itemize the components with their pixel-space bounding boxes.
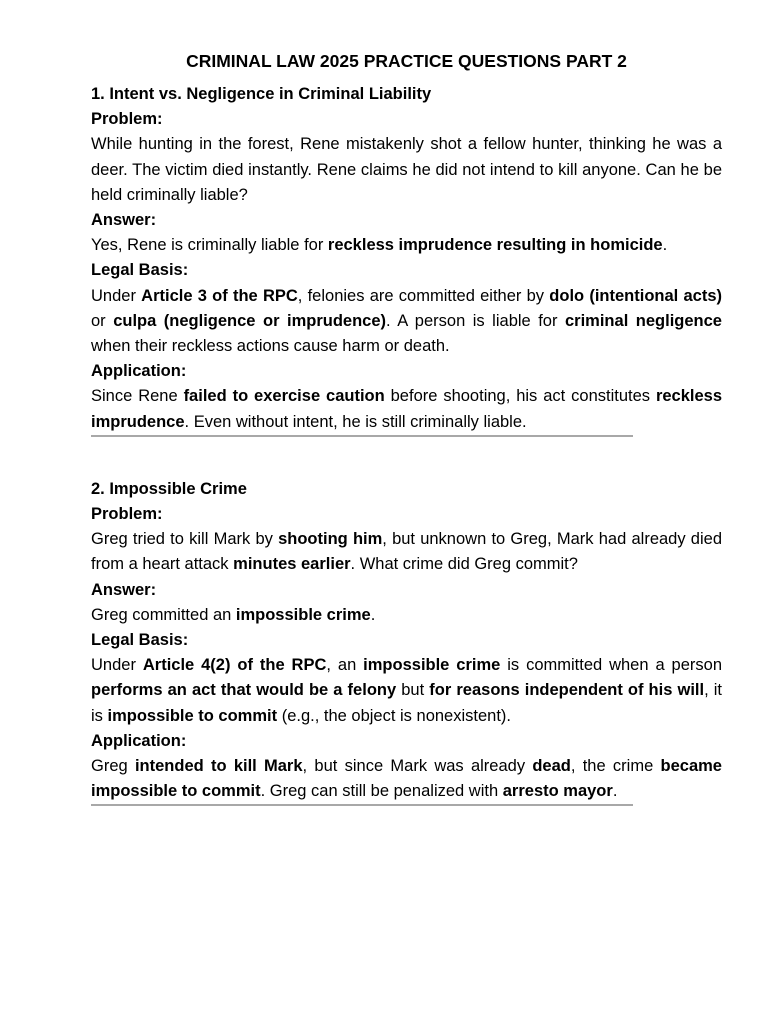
text-run: Yes, Rene is criminally liable for bbox=[91, 236, 328, 255]
text-run: , it is bbox=[91, 681, 722, 725]
legal-basis-text bbox=[91, 284, 722, 360]
application-label: Application: bbox=[91, 731, 187, 750]
text-run: . A person is liable for bbox=[386, 311, 565, 330]
text-run: but bbox=[396, 681, 430, 700]
problem-text bbox=[91, 527, 722, 577]
text-run: While hunting in the forest, Rene mistakenly shot a fellow hunter, thinking he was a deer. The victim died instantly. Rene claims he did not intend to kill anyone. Can he be held criminally liable? bbox=[91, 135, 722, 204]
text-run: , but since Mark was already bbox=[302, 757, 533, 776]
application-text bbox=[91, 384, 722, 434]
section-impossible-crime bbox=[91, 477, 722, 807]
problem-label: Problem: bbox=[91, 110, 163, 129]
bold-text-run: for reasons independent of his will bbox=[429, 681, 705, 700]
legal-basis-label: Legal Basis: bbox=[91, 261, 189, 280]
answer-text bbox=[91, 233, 722, 258]
text-run: (e.g., the object is nonexistent). bbox=[277, 706, 511, 725]
legal-basis-text bbox=[91, 653, 722, 729]
section-divider bbox=[91, 804, 633, 806]
text-run: before shooting, his act constitutes bbox=[384, 387, 656, 406]
bold-text-run: culpa (negligence or imprudence) bbox=[113, 311, 387, 330]
bold-text-run: minutes earlier bbox=[233, 555, 351, 574]
answer-label: Answer: bbox=[91, 580, 157, 599]
application-label: Application: bbox=[91, 362, 187, 381]
text-run: Greg bbox=[91, 757, 135, 776]
bold-text-run: dead bbox=[532, 757, 571, 776]
answer-text bbox=[91, 603, 722, 628]
application-text bbox=[91, 754, 722, 804]
bold-text-run: intended to kill Mark bbox=[134, 757, 303, 776]
text-run: Under bbox=[91, 656, 143, 675]
bold-text-run: failed to exercise caution bbox=[183, 387, 385, 406]
text-run: . Even without intent, he is still criminally liable. bbox=[184, 412, 527, 431]
problem-text bbox=[91, 132, 722, 208]
text-run: , the crime bbox=[570, 757, 661, 776]
bold-text-run: reckless imprudence bbox=[91, 387, 723, 431]
text-run: Since Rene bbox=[91, 387, 184, 406]
document-page bbox=[91, 48, 722, 806]
bold-text-run: criminal negligence bbox=[565, 311, 722, 330]
bold-text-run: reckless imprudence resulting in homicide bbox=[327, 236, 663, 255]
document-title: CRIMINAL LAW 2025 PRACTICE QUESTIONS PART 2 bbox=[186, 51, 627, 71]
text-run: . Greg can still be penalized with bbox=[260, 782, 503, 801]
text-run: , but unknown to Greg, Mark had already died from a heart attack bbox=[91, 530, 722, 574]
legal-basis-label: Legal Basis: bbox=[91, 631, 189, 650]
bold-text-run: shooting him bbox=[278, 530, 383, 549]
text-run: is committed when a person bbox=[500, 656, 722, 675]
bold-text-run: impossible to commit bbox=[107, 706, 278, 725]
text-run: . What crime did Greg commit? bbox=[350, 555, 578, 574]
text-run: when their reckless actions cause harm or death. bbox=[91, 337, 450, 356]
section-gap bbox=[91, 437, 722, 477]
bold-text-run: impossible crime bbox=[363, 656, 501, 675]
text-run: Under bbox=[91, 286, 142, 305]
section-heading: 1. Intent vs. Negligence in Criminal Liability bbox=[91, 85, 432, 103]
text-run: Greg tried to kill Mark by bbox=[91, 530, 279, 549]
problem-label: Problem: bbox=[91, 505, 163, 524]
bold-text-run: performs an act that would be a felony bbox=[91, 681, 397, 700]
bold-text-run: Article 3 of the RPC bbox=[141, 286, 298, 305]
bold-text-run: became impossible to commit bbox=[91, 757, 722, 801]
bold-text-run: impossible crime bbox=[235, 605, 371, 624]
text-run: Greg committed an bbox=[91, 605, 236, 624]
bold-text-run: dolo (intentional acts) bbox=[549, 286, 722, 305]
text-run: . bbox=[612, 782, 618, 801]
section-intent-vs-negligence bbox=[91, 82, 722, 437]
section-heading: 2. Impossible Crime bbox=[91, 479, 247, 498]
text-run: . bbox=[662, 236, 668, 255]
text-run: , an bbox=[326, 656, 364, 675]
text-run: or bbox=[91, 311, 114, 330]
text-run: , felonies are committed either by bbox=[297, 286, 550, 305]
bold-text-run: arresto mayor bbox=[502, 782, 613, 801]
bold-text-run: Article 4(2) of the RPC bbox=[142, 656, 327, 675]
answer-label: Answer: bbox=[91, 211, 157, 230]
text-run: . bbox=[370, 605, 376, 624]
